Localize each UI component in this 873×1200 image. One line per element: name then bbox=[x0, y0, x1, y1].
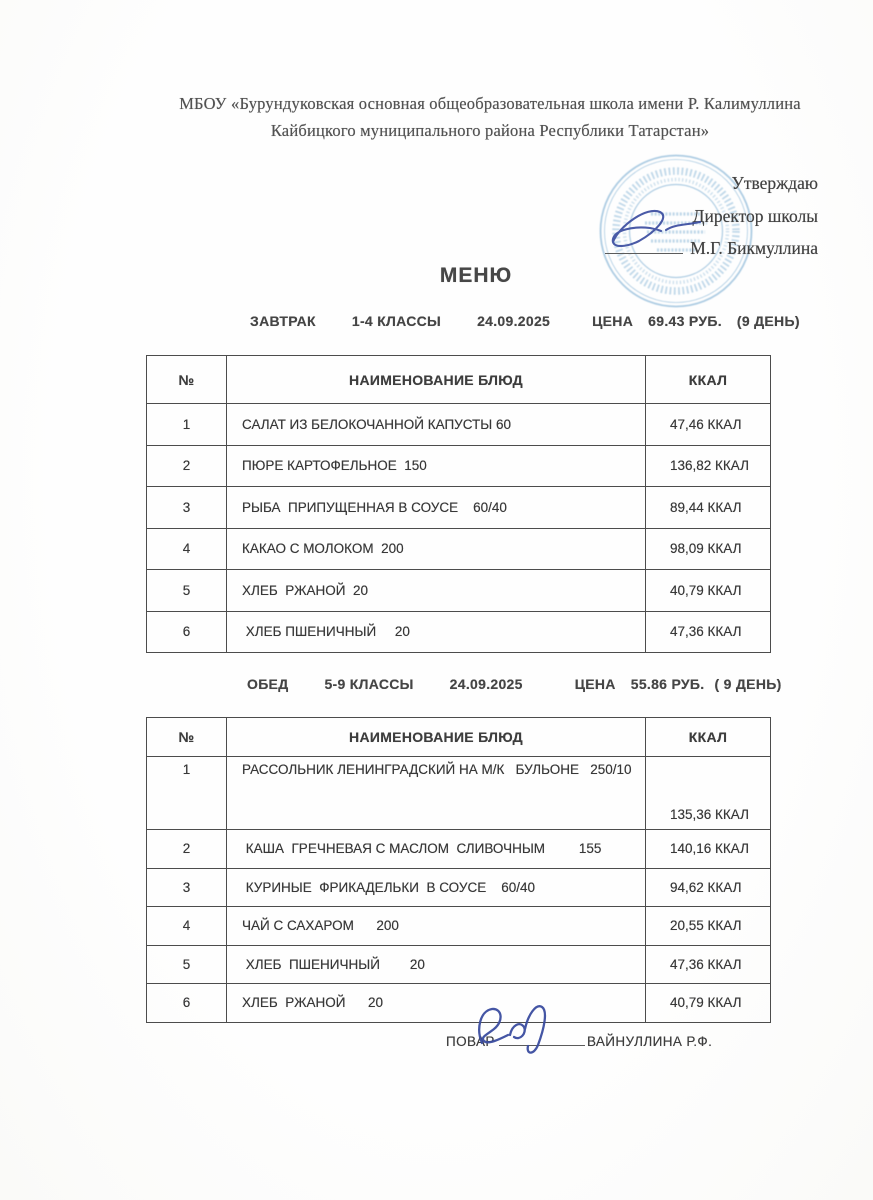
kcal-cell: 89,44 ККАЛ bbox=[646, 487, 771, 529]
dish-cell: РЫБА ПРИПУЩЕННАЯ В СОУСЕ 60/40 bbox=[227, 487, 646, 529]
dish-cell: ХЛЕБ РЖАНОЙ 20 bbox=[227, 570, 646, 612]
kcal-cell: 47,36 ККАЛ bbox=[646, 945, 771, 984]
cook-name: ВАЙНУЛЛИНА Р.Ф. bbox=[586, 1034, 713, 1049]
col-header-num: № bbox=[147, 356, 227, 404]
dish-cell: КУРИНЫЕ ФРИКАДЕЛЬКИ В СОУСЕ 60/40 bbox=[227, 868, 646, 907]
kcal-cell: 98,09 ККАЛ bbox=[646, 528, 771, 570]
dish-cell: КАКАО С МОЛОКОМ 200 bbox=[227, 528, 646, 570]
kcal-cell: 136,82 ККАЛ bbox=[646, 445, 771, 487]
table-header-row bbox=[147, 356, 771, 404]
row-number-cell: 2 bbox=[147, 445, 227, 487]
lunch-date: 24.09.2025 bbox=[449, 676, 523, 692]
dish-cell: ПЮРЕ КАРТОФЕЛЬНОЕ 150 bbox=[227, 445, 646, 487]
breakfast-price-label: ЦЕНА bbox=[592, 313, 634, 329]
table-row bbox=[147, 611, 771, 653]
dish-cell: КАША ГРЕЧНЕВАЯ С МАСЛОМ СЛИВОЧНЫМ 155 bbox=[227, 830, 646, 869]
dish-cell: ЧАЙ С САХАРОМ 200 bbox=[227, 907, 646, 946]
row-number-cell: 3 bbox=[147, 487, 227, 529]
row-number-cell: 2 bbox=[147, 830, 227, 869]
row-number-cell: 4 bbox=[147, 528, 227, 570]
breakfast-menu-table bbox=[146, 355, 771, 653]
dish-cell: САЛАТ ИЗ БЕЛОКОЧАННОЙ КАПУСТЫ 60 bbox=[227, 404, 646, 446]
lunch-price-label: ЦЕНА bbox=[574, 676, 616, 692]
table-row bbox=[147, 570, 771, 612]
table-row bbox=[147, 945, 771, 984]
row-number-cell: 3 bbox=[147, 868, 227, 907]
breakfast-price: 69.43 РУБ. bbox=[648, 313, 722, 329]
kcal-cell: 94,62 ККАЛ bbox=[646, 868, 771, 907]
cook-label: ПОВАР bbox=[446, 1034, 495, 1049]
lunch-menu-table bbox=[146, 717, 771, 1023]
approval-label: Утверждаю bbox=[731, 173, 818, 193]
lunch-day: ( 9 ДЕНЬ) bbox=[714, 676, 782, 692]
table-row bbox=[147, 907, 771, 946]
org-name-line1: МБОУ «Бурундуковская основная общеобразовательная школа имени Р. Калимуллина bbox=[179, 94, 801, 113]
kcal-cell: 20,55 ККАЛ bbox=[646, 907, 771, 946]
kcal-cell: 140,16 ККАЛ bbox=[646, 830, 771, 869]
breakfast-day: (9 ДЕНЬ) bbox=[736, 313, 800, 329]
lunch-meal: ОБЕД bbox=[247, 676, 289, 692]
cook-signature bbox=[468, 999, 568, 1061]
page-title: МЕНЮ bbox=[439, 264, 513, 287]
kcal-cell: 135,36 ККАЛ bbox=[646, 757, 771, 830]
row-number-cell: 1 bbox=[147, 757, 227, 830]
table-row bbox=[147, 757, 771, 830]
lunch-subtitle bbox=[247, 676, 782, 692]
col-header-kcal: ККАЛ bbox=[646, 718, 771, 757]
table-header-row bbox=[147, 718, 771, 757]
row-number-cell: 6 bbox=[147, 611, 227, 653]
breakfast-meal: ЗАВТРАК bbox=[250, 313, 316, 329]
kcal-cell: 40,79 ККАЛ bbox=[646, 984, 771, 1023]
breakfast-date: 24.09.2025 bbox=[477, 313, 551, 329]
table-row bbox=[147, 487, 771, 529]
col-header-dish: НАИМЕНОВАНИЕ БЛЮД bbox=[227, 356, 646, 404]
col-header-kcal: ККАЛ bbox=[646, 356, 771, 404]
org-name-line2: Кайбицкого муниципального района Республики Татарстан» bbox=[270, 121, 710, 140]
breakfast-classes: 1-4 КЛАССЫ bbox=[351, 313, 442, 329]
dish-cell: РАССОЛЬНИК ЛЕНИНГРАДСКИЙ НА М/К БУЛЬОНЕ 250/10 bbox=[227, 757, 646, 830]
row-number-cell: 5 bbox=[147, 945, 227, 984]
table-row bbox=[147, 445, 771, 487]
dish-cell: ХЛЕБ ПШЕНИЧНЫЙ 20 bbox=[227, 611, 646, 653]
org-header bbox=[110, 90, 870, 144]
table-row bbox=[147, 404, 771, 446]
row-number-cell: 6 bbox=[147, 984, 227, 1023]
dish-cell: ХЛЕБ ПШЕНИЧНЫЙ 20 bbox=[227, 945, 646, 984]
row-number-cell: 5 bbox=[147, 570, 227, 612]
director-signature bbox=[603, 202, 718, 262]
kcal-cell: 47,36 ККАЛ bbox=[646, 611, 771, 653]
table-row bbox=[147, 868, 771, 907]
approval-position: Директор школы bbox=[692, 205, 818, 226]
table-row bbox=[147, 528, 771, 570]
lunch-classes: 5-9 КЛАССЫ bbox=[324, 676, 414, 692]
dish-cell: ХЛЕБ РЖАНОЙ 20 bbox=[227, 984, 646, 1023]
kcal-cell: 47,46 ККАЛ bbox=[646, 404, 771, 446]
breakfast-subtitle bbox=[250, 313, 800, 329]
lunch-price: 55.86 РУБ. bbox=[630, 676, 705, 692]
table-row bbox=[147, 984, 771, 1023]
row-number-cell: 4 bbox=[147, 907, 227, 946]
approval-name: М.Г. Бикмуллина bbox=[690, 238, 818, 258]
col-header-num: № bbox=[147, 718, 227, 757]
table-row bbox=[147, 830, 771, 869]
col-header-dish: НАИМЕНОВАНИЕ БЛЮД bbox=[227, 718, 646, 757]
kcal-cell: 40,79 ККАЛ bbox=[646, 570, 771, 612]
row-number-cell: 1 bbox=[147, 404, 227, 446]
